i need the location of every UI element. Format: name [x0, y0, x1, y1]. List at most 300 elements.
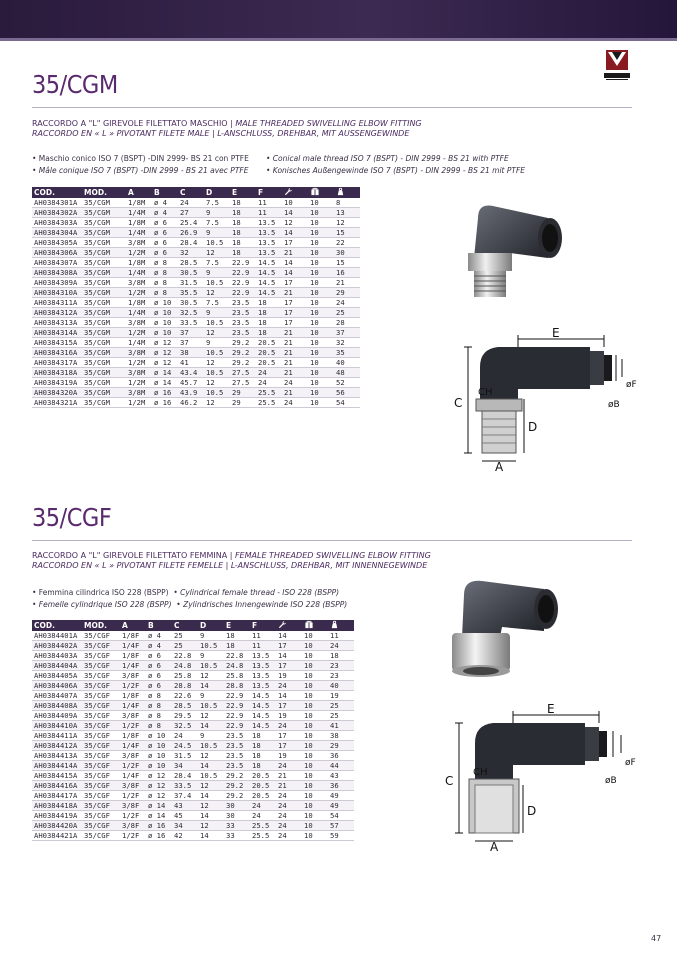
- table-cell: 12: [204, 288, 230, 298]
- table-cell: 26.9: [178, 228, 204, 238]
- table-cell: 31.5: [172, 751, 198, 761]
- table-cell: 9: [204, 338, 230, 348]
- table-row: [32, 368, 360, 378]
- table-cell: 19: [328, 691, 354, 701]
- table-cell: 24: [334, 298, 360, 308]
- table-cell: AH0384413A: [32, 751, 82, 761]
- dim-label-f: øF: [626, 380, 637, 390]
- table-cell: 22.8: [172, 651, 198, 661]
- column-header: A: [126, 187, 152, 198]
- table-cell: 10: [302, 741, 328, 751]
- table-cell: 14: [198, 831, 224, 841]
- table-cell: 17: [276, 661, 302, 671]
- table-cell: 25.8: [224, 671, 250, 681]
- table-cell: 25: [328, 701, 354, 711]
- table-cell: 25.5: [256, 388, 282, 398]
- table-cell: 1/8M: [126, 198, 152, 208]
- table-cell: AH0384414A: [32, 761, 82, 771]
- table-cell: 12: [198, 671, 224, 681]
- table-cell: 36: [328, 751, 354, 761]
- table-cell: 1/2M: [126, 358, 152, 368]
- table-row: [32, 671, 354, 681]
- table-row: [32, 288, 360, 298]
- table-cell: AH0384319A: [32, 378, 82, 388]
- table-cell: 24: [178, 198, 204, 208]
- page-number: 47: [651, 934, 662, 943]
- table-cell: 14: [282, 268, 308, 278]
- table-cell: 10.5: [204, 318, 230, 328]
- table-row: [32, 701, 354, 711]
- table-row: [32, 338, 360, 348]
- table-cell: 25: [172, 641, 198, 651]
- section-description: [32, 119, 422, 139]
- table-cell: 24: [328, 641, 354, 651]
- table-cell: 1/2F: [120, 761, 146, 771]
- table-cell: 35/CGF: [82, 771, 120, 781]
- column-header: C: [178, 187, 204, 198]
- table-cell: 10.5: [204, 388, 230, 398]
- table-cell: 10: [308, 288, 334, 298]
- table-cell: 1/8F: [120, 691, 146, 701]
- table-cell: 18: [230, 248, 256, 258]
- table-cell: 3/8F: [120, 801, 146, 811]
- table-cell: 25: [334, 308, 360, 318]
- table-cell: 37: [178, 338, 204, 348]
- table-cell: 3/8M: [126, 238, 152, 248]
- table-cell: 54: [328, 811, 354, 821]
- table-cell: 23.5: [224, 741, 250, 751]
- table-cell: 10.5: [198, 701, 224, 711]
- table-cell: 1/4F: [120, 641, 146, 651]
- table-cell: 22.9: [224, 711, 250, 721]
- table-cell: 18: [250, 761, 276, 771]
- table-row: [32, 791, 354, 801]
- table-cell: 28.8: [224, 681, 250, 691]
- table-cell: 13: [334, 208, 360, 218]
- table-cell: 18: [230, 208, 256, 218]
- desc-italian: RACCORDO A "L" GIREVOLE FILETTATO FEMMINA |: [32, 551, 235, 560]
- table-cell: 29: [230, 398, 256, 408]
- column-header: F: [250, 620, 276, 631]
- table-cell: 23: [328, 671, 354, 681]
- table-cell: 35/CGF: [82, 641, 120, 651]
- table-cell: 1/2M: [126, 398, 152, 408]
- table-cell: 35/CGM: [82, 278, 126, 288]
- table-cell: 32: [178, 248, 204, 258]
- table-cell: 38: [328, 731, 354, 741]
- table-row: [32, 631, 354, 641]
- table-cell: 18: [328, 651, 354, 661]
- table-cell: 24: [276, 791, 302, 801]
- table-cell: 13.5: [256, 238, 282, 248]
- table-cell: 43.9: [178, 388, 204, 398]
- table-cell: 1/2F: [120, 831, 146, 841]
- table-cell: 18: [250, 751, 276, 761]
- table-cell: 15: [334, 228, 360, 238]
- table-cell: 34: [172, 821, 198, 831]
- table-cell: 35/CGF: [82, 831, 120, 841]
- table-cell: 14: [282, 228, 308, 238]
- table-cell: 24: [282, 398, 308, 408]
- table-row: [32, 208, 360, 218]
- table-cell: 35/CGM: [82, 198, 126, 208]
- table-cell: 29.2: [224, 781, 250, 791]
- table-cell: 18: [256, 308, 282, 318]
- table-cell: 41: [178, 358, 204, 368]
- table-cell: AH0384405A: [32, 671, 82, 681]
- table-cell: 1/8M: [126, 218, 152, 228]
- table-cell: 9: [198, 731, 224, 741]
- table-cell: 35/CGF: [82, 751, 120, 761]
- table-cell: AH0384317A: [32, 358, 82, 368]
- table-cell: AH0384306A: [32, 248, 82, 258]
- table-cell: 1/4F: [120, 741, 146, 751]
- table-cell: 3/8F: [120, 671, 146, 681]
- table-cell: 10: [308, 308, 334, 318]
- table-cell: AH0384304A: [32, 228, 82, 238]
- table-cell: 14: [198, 721, 224, 731]
- table-cell: 17: [282, 318, 308, 328]
- table-cell: 14.5: [256, 288, 282, 298]
- table-cell: ø 16: [146, 831, 172, 841]
- table-cell: 10: [302, 711, 328, 721]
- table-cell: 3/8F: [120, 751, 146, 761]
- table-cell: 35/CGM: [82, 338, 126, 348]
- table-cell: 20.5: [256, 338, 282, 348]
- table-cell: 3/8F: [120, 711, 146, 721]
- table-cell: ø 10: [146, 731, 172, 741]
- table-cell: 1/2F: [120, 811, 146, 821]
- dim-label-ch: CH: [473, 767, 488, 778]
- table-cell: 35/CGM: [82, 318, 126, 328]
- table-cell: 30.5: [178, 268, 204, 278]
- table-cell: 30: [334, 248, 360, 258]
- table-cell: 12: [198, 751, 224, 761]
- table-row: [32, 328, 360, 338]
- table-cell: 29: [334, 288, 360, 298]
- table-row: [32, 761, 354, 771]
- table-cell: 10: [302, 771, 328, 781]
- table-cell: 10: [302, 821, 328, 831]
- table-cell: 35/CGM: [82, 258, 126, 268]
- dimension-diagram-cgm: [440, 327, 645, 472]
- table-cell: AH0384310A: [32, 288, 82, 298]
- table-cell: 43.4: [178, 368, 204, 378]
- table-cell: 35/CGM: [82, 218, 126, 228]
- table-cell: 10: [302, 801, 328, 811]
- table-cell: 24: [276, 721, 302, 731]
- table-cell: 25: [328, 711, 354, 721]
- table-row: [32, 228, 360, 238]
- table-cell: 35/CGM: [82, 248, 126, 258]
- table-cell: 35/CGF: [82, 791, 120, 801]
- table-cell: 35/CGF: [82, 631, 120, 641]
- table-cell: 10: [302, 811, 328, 821]
- table-cell: 11: [250, 631, 276, 641]
- table-cell: 13.5: [256, 228, 282, 238]
- table-cell: 19: [276, 671, 302, 681]
- table-cell: 10.5: [204, 368, 230, 378]
- table-row: [32, 308, 360, 318]
- table-cell: 10: [302, 831, 328, 841]
- table-cell: 14.5: [256, 258, 282, 268]
- table-cell: 1/8M: [126, 258, 152, 268]
- column-header: B: [152, 187, 178, 198]
- table-cell: 21: [276, 781, 302, 791]
- table-row: [32, 711, 354, 721]
- table-cell: 29.2: [230, 348, 256, 358]
- table-cell: 9: [204, 228, 230, 238]
- table-cell: ø 6: [152, 228, 178, 238]
- column-header: B: [146, 620, 172, 631]
- table-cell: 25.5: [256, 398, 282, 408]
- table-cell: AH0384417A: [32, 791, 82, 801]
- table-cell: AH0384409A: [32, 711, 82, 721]
- table-row: [32, 651, 354, 661]
- table-cell: 12: [204, 328, 230, 338]
- wrench-icon: [282, 187, 308, 198]
- table-cell: ø 8: [152, 258, 178, 268]
- table-cell: 12: [204, 358, 230, 368]
- table-cell: 10: [308, 228, 334, 238]
- section-description: [32, 551, 431, 571]
- table-cell: 1/8F: [120, 731, 146, 741]
- table-cell: 12: [198, 781, 224, 791]
- table-header-row: [32, 620, 354, 631]
- table-cell: 18: [230, 228, 256, 238]
- dim-label-c: C: [445, 774, 454, 788]
- table-cell: ø 4: [146, 631, 172, 641]
- table-row: [32, 721, 354, 731]
- table-cell: 10: [308, 358, 334, 368]
- table-cell: 22.9: [230, 288, 256, 298]
- dim-label-a: A: [490, 840, 499, 853]
- table-row: [32, 771, 354, 781]
- table-cell: 1/4F: [120, 661, 146, 671]
- column-header: E: [224, 620, 250, 631]
- table-cell: AH0384419A: [32, 811, 82, 821]
- table-cell: 14.5: [250, 721, 276, 731]
- table-cell: 9: [204, 208, 230, 218]
- table-cell: 43: [328, 771, 354, 781]
- table-cell: 20.5: [250, 771, 276, 781]
- table-cell: 30: [224, 811, 250, 821]
- table-cell: AH0384421A: [32, 831, 82, 841]
- section-title-cgf: 35/CGF: [32, 503, 112, 532]
- dim-label-e: E: [547, 703, 555, 716]
- table-cell: 14.5: [256, 268, 282, 278]
- table-row: [32, 388, 360, 398]
- dim-label-ch: CH: [478, 387, 493, 398]
- table-cell: 21: [282, 388, 308, 398]
- table-cell: ø 12: [146, 791, 172, 801]
- table-cell: ø 4: [152, 198, 178, 208]
- table-cell: 24: [276, 681, 302, 691]
- table-cell: 45: [172, 811, 198, 821]
- table-cell: 35/CGF: [82, 711, 120, 721]
- table-cell: 1/2M: [126, 288, 152, 298]
- table-cell: 10: [308, 368, 334, 378]
- table-cell: 33: [224, 821, 250, 831]
- table-cell: 24: [276, 811, 302, 821]
- table-cell: 10: [302, 721, 328, 731]
- table-cell: 10: [308, 338, 334, 348]
- table-cell: 24.8: [172, 661, 198, 671]
- table-cell: 35/CGM: [82, 348, 126, 358]
- dim-label-c: C: [454, 396, 463, 410]
- table-cell: ø 6: [146, 681, 172, 691]
- table-cell: 40: [334, 358, 360, 368]
- table-cell: 37.4: [172, 791, 198, 801]
- table-cell: 9: [204, 308, 230, 318]
- table-cell: 25: [172, 631, 198, 641]
- table-cell: AH0384321A: [32, 398, 82, 408]
- section-title-cgm: 35/CGM: [32, 70, 118, 99]
- table-cell: 35/CGM: [82, 398, 126, 408]
- wrench-icon: [276, 620, 302, 631]
- table-cell: AH0384402A: [32, 641, 82, 651]
- table-cell: 12: [282, 218, 308, 228]
- table-cell: 25.8: [172, 671, 198, 681]
- table-cell: 10: [308, 208, 334, 218]
- table-cell: 1/4M: [126, 208, 152, 218]
- table-cell: 35/CGM: [82, 328, 126, 338]
- product-photo-cgf: [416, 575, 586, 687]
- table-cell: 14.5: [250, 701, 276, 711]
- bullet-row-2: • Femelle cylindrique ISO 228 (BSPP) • Zylindrisches Innengewinde ISO 228 (BSPP): [32, 600, 348, 609]
- table-cell: 29: [230, 388, 256, 398]
- table-cell: ø 6: [146, 661, 172, 671]
- table-cell: ø 8: [146, 721, 172, 731]
- column-header: D: [198, 620, 224, 631]
- table-cell: AH0384311A: [32, 298, 82, 308]
- table-cell: 10: [302, 641, 328, 651]
- table-cell: 10.5: [198, 771, 224, 781]
- table-cell: 25.5: [250, 831, 276, 841]
- table-cell: 22.9: [224, 691, 250, 701]
- table-cell: 17: [276, 641, 302, 651]
- table-cell: 37: [334, 328, 360, 338]
- table-cell: 33.5: [172, 781, 198, 791]
- table-row: [32, 378, 360, 388]
- table-cell: AH0384315A: [32, 338, 82, 348]
- desc-line2: RACCORDO EN « L » PIVOTANT FILETE FEMELLE | L-ANSCHLUSS, DREHBAR, MIT INNENNEGEWINDE: [32, 561, 428, 570]
- table-cell: 24.5: [172, 741, 198, 751]
- table-cell: 28.4: [172, 771, 198, 781]
- table-cell: 1/2M: [126, 328, 152, 338]
- table-cell: ø 8: [152, 278, 178, 288]
- table-cell: AH0384410A: [32, 721, 82, 731]
- table-cell: 21: [282, 328, 308, 338]
- table-cell: ø 14: [152, 368, 178, 378]
- table-cell: 1/4M: [126, 308, 152, 318]
- table-cell: 12: [334, 218, 360, 228]
- table-cell: AH0384318A: [32, 368, 82, 378]
- table-cell: AH0384416A: [32, 781, 82, 791]
- table-cell: 1/4M: [126, 228, 152, 238]
- table-cell: 24: [172, 731, 198, 741]
- table-cell: ø 8: [146, 711, 172, 721]
- table-cell: 10.5: [204, 348, 230, 358]
- product-photo-cgm: [418, 198, 588, 308]
- table-cell: 35/CGM: [82, 288, 126, 298]
- table-cell: 23.5: [224, 761, 250, 771]
- dimension-diagram-cgf: [435, 703, 645, 853]
- desc-english: MALE THREADED SWIVELLING ELBOW FITTING: [235, 119, 422, 128]
- table-cell: 17: [282, 238, 308, 248]
- table-cell: 23.5: [230, 298, 256, 308]
- title-rule: [32, 540, 632, 541]
- table-row: [32, 661, 354, 671]
- table-cell: 1/8M: [126, 298, 152, 308]
- table-cell: 35/CGM: [82, 358, 126, 368]
- table-cell: 10.5: [204, 238, 230, 248]
- table-cell: 10: [308, 318, 334, 328]
- table-cell: 3/8F: [120, 781, 146, 791]
- bullet-en: • Conical male thread ISO 7 (BSPT) - DIN 2999 - BS 21 with PTFE • Konisches Außengewinde ISO 7 (BSPT) - DIN 2999 - BS 21 mit PTFE: [266, 154, 526, 175]
- table-cell: AH0384420A: [32, 821, 82, 831]
- table-cell: AH0384404A: [32, 661, 82, 671]
- table-cell: 18: [256, 298, 282, 308]
- table-cell: AH0384305A: [32, 238, 82, 248]
- table-cell: 19: [276, 751, 302, 761]
- column-header: MOD.: [82, 187, 126, 198]
- table-cell: 25.4: [178, 218, 204, 228]
- table-cell: 10: [308, 268, 334, 278]
- table-cell: AH0384401A: [32, 631, 82, 641]
- table-cell: AH0384309A: [32, 278, 82, 288]
- table-cell: 35/CGF: [82, 651, 120, 661]
- table-cell: 17: [282, 308, 308, 318]
- table-cell: 10: [308, 278, 334, 288]
- table-cell: 7.5: [204, 258, 230, 268]
- table-cell: 10: [302, 791, 328, 801]
- table-cell: AH0384403A: [32, 651, 82, 661]
- table-cell: 28.5: [172, 701, 198, 711]
- table-cell: ø 6: [152, 248, 178, 258]
- table-cell: AH0384314A: [32, 328, 82, 338]
- table-cell: ø 4: [146, 641, 172, 651]
- table-cell: 14: [198, 761, 224, 771]
- table-cell: 30: [224, 801, 250, 811]
- table-cell: 35/CGM: [82, 298, 126, 308]
- table-cell: ø 16: [152, 388, 178, 398]
- box-icon: [308, 187, 334, 198]
- table-cell: AH0384411A: [32, 731, 82, 741]
- table-cell: 15: [334, 258, 360, 268]
- table-cell: 35/CGM: [82, 228, 126, 238]
- table-cell: 25.5: [250, 821, 276, 831]
- table-cell: 3/8M: [126, 318, 152, 328]
- table-cell: 54: [334, 398, 360, 408]
- table-cell: 18: [230, 238, 256, 248]
- table-cell: 44: [328, 761, 354, 771]
- table-cell: ø 10: [152, 328, 178, 338]
- table-cell: 1/4F: [120, 771, 146, 781]
- table-cell: 27: [178, 208, 204, 218]
- table-cell: 18: [250, 731, 276, 741]
- table-cell: 24: [276, 801, 302, 811]
- table-cell: 56: [334, 388, 360, 398]
- table-cell: 18: [224, 641, 250, 651]
- table-cell: 22.9: [230, 268, 256, 278]
- table-cell: 35/CGF: [82, 811, 120, 821]
- spec-table-cgm: [32, 187, 360, 408]
- table-cell: 12: [204, 248, 230, 258]
- table-row: [32, 821, 354, 831]
- header-bar: [0, 0, 677, 38]
- table-cell: 14: [198, 791, 224, 801]
